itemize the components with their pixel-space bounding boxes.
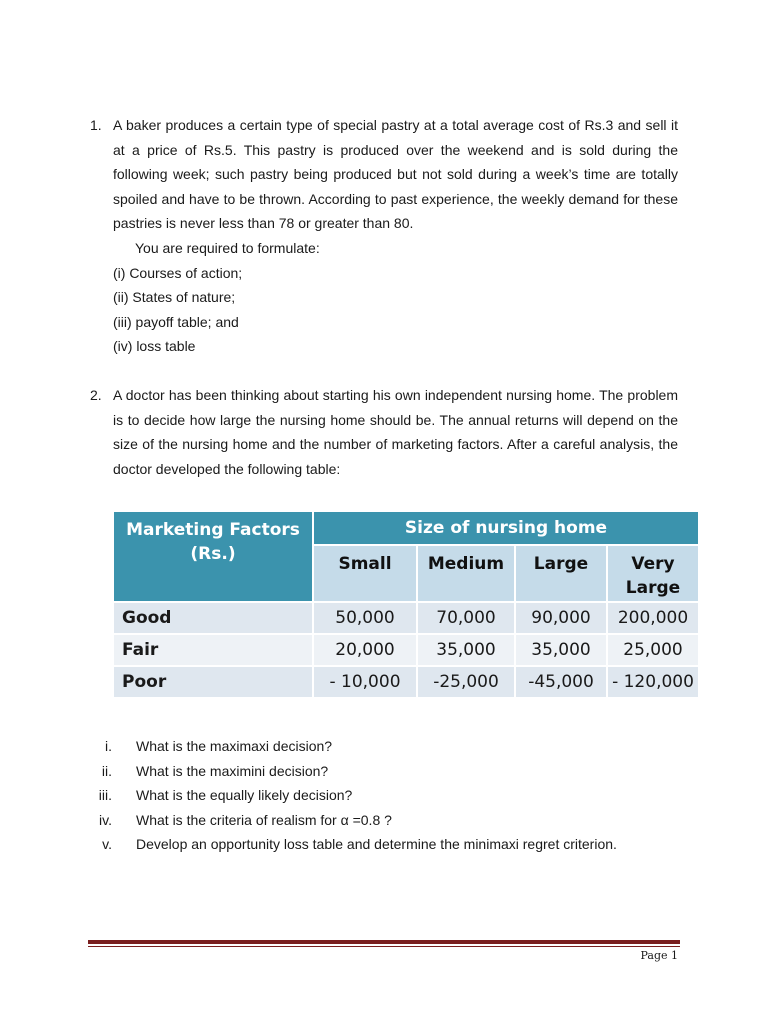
subquestion-text: What is the equally likely decision?	[136, 787, 353, 804]
column-header: Very Large	[608, 546, 698, 603]
q1-part: (iv) loss table	[113, 338, 196, 355]
q1-part: (i) Courses of action;	[113, 264, 243, 281]
subquestion-text: What is the maximini decision?	[136, 762, 329, 779]
column-header: Small	[314, 546, 418, 603]
subquestion-text: What is the criteria of realism for α =0.8 ?	[136, 811, 392, 828]
roman-numeral: iii.	[98, 787, 112, 804]
column-header: Large	[516, 546, 608, 603]
list-item	[0, 808, 768, 833]
list-item	[0, 783, 768, 808]
table-cell: 200,000	[608, 603, 698, 635]
q1-number: 1.	[90, 117, 102, 133]
subquestion-text: What is the maximaxi decision?	[136, 738, 333, 754]
column-header: Medium	[418, 546, 516, 603]
list-item	[0, 832, 768, 857]
table-cell: 20,000	[314, 635, 418, 667]
list-item	[0, 759, 768, 784]
roman-numeral: i.	[105, 738, 112, 754]
q2-body	[113, 383, 678, 481]
q1-instruction: You are required to formulate:	[135, 239, 320, 256]
table-cell: -25,000	[418, 667, 516, 699]
table-row	[114, 635, 698, 667]
footer-rule-thick	[88, 940, 680, 944]
table-row	[114, 667, 698, 699]
q1-body	[113, 113, 678, 359]
table-corner-header: Marketing Factors (Rs.)	[114, 512, 314, 603]
table-group-header: Size of nursing home	[314, 512, 698, 546]
table-cell: - 10,000	[314, 667, 418, 699]
q1-paragraph: A baker produces a certain type of special pastry at a total average cost of Rs.3 and sell it at a price of Rs.5. This pastry is produced over the weekend and is sold during the following week; such pastry being produced but not sold during a week’s time are totally spoiled and have to be thrown. According to past experience, the weekly demand for these pastries is never less than 78 or greater than 80.	[113, 117, 678, 232]
list-item	[0, 734, 768, 759]
table-cell: - 120,000	[608, 667, 698, 699]
footer-rule-thin	[88, 946, 680, 947]
roman-numeral: ii.	[101, 762, 112, 779]
table-cell: 35,000	[516, 635, 608, 667]
subquestion-text: Develop an opportunity loss table and determine the minimaxi regret criterion.	[136, 836, 617, 853]
table-cell: 35,000	[418, 635, 516, 667]
row-label: Fair	[114, 635, 314, 667]
table-cell: 50,000	[314, 603, 418, 635]
roman-numeral: iv.	[99, 811, 112, 828]
roman-numeral: v.	[102, 836, 112, 853]
table-cell: -45,000	[516, 667, 608, 699]
table-row	[114, 603, 698, 635]
table-cell: 70,000	[418, 603, 516, 635]
table-cell: 25,000	[608, 635, 698, 667]
q1-part: (iii) payoff table; and	[113, 313, 239, 330]
q2-paragraph: A doctor has been thinking about starting his own independent nursing home. The problem is to decide how large the nursing home should be. The annual returns will depend on the size of the nursing home and the number of marketing factors. After a careful analysis, the doctor developed the following table:	[113, 387, 678, 477]
page-number: Page 1	[640, 949, 678, 962]
row-label: Good	[114, 603, 314, 635]
q1-part: (ii) States of nature;	[113, 289, 236, 306]
row-label: Poor	[114, 667, 314, 699]
payoff-table	[114, 512, 698, 699]
table-cell: 90,000	[516, 603, 608, 635]
q2-number: 2.	[90, 387, 102, 403]
